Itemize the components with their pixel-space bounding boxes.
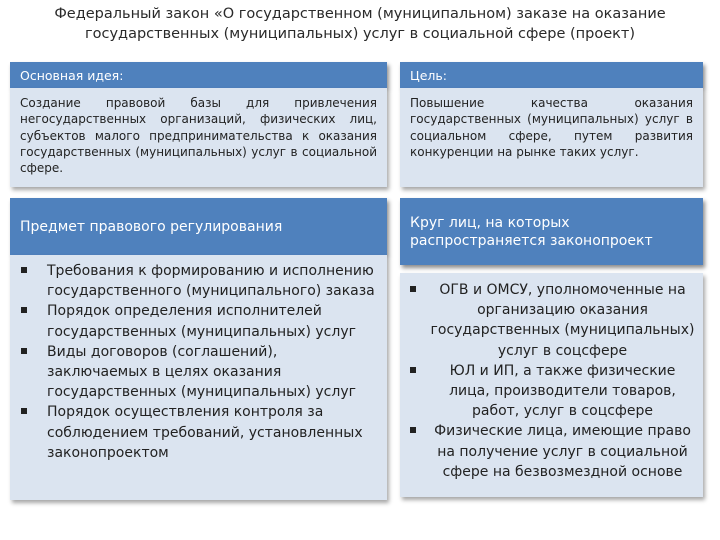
- scope-item: ОГВ и ОМСУ, уполномоченные на организацию оказания государственных (муниципальных) услуг в соцсфере: [408, 280, 695, 361]
- goal-header: Цель:: [400, 62, 703, 88]
- scope-item: ЮЛ и ИП, а также физические лица, производители товаров, работ, услуг в соцсфере: [408, 361, 695, 422]
- subject-list: [20, 261, 377, 463]
- scope-list: [408, 280, 695, 482]
- scope-header: Круг лиц, на которых распространяется законопроект: [400, 198, 703, 265]
- subject-header: Предмет правового регулирования: [10, 198, 387, 255]
- scope-item: Физические лица, имеющие право на получение услуг в социальной сфере на безвозмездной основе: [408, 421, 695, 482]
- subject-item: Виды договоров (соглашений), заключаемых в целях оказания государственных (муниципальных) услуг: [20, 342, 377, 403]
- subject-list-panel: [10, 255, 387, 500]
- main-idea-header: Основная идея:: [10, 62, 387, 88]
- subject-item: Порядок осуществления контроля за соблюдением требований, установленных законопроектом: [20, 402, 377, 463]
- subject-item: Порядок определения исполнителей государственных (муниципальных) услуг: [20, 301, 377, 341]
- scope-list-panel: [400, 273, 703, 497]
- subject-item: Требования к формированию и исполнению государственного (муниципального) заказа: [20, 261, 377, 301]
- goal-text: Повышение качества оказания государственных (муниципальных) услуг в социальном сфере, путем развития конкуренции на рынке таких услуг.: [400, 88, 703, 187]
- main-idea-text: Создание правовой базы для привлечения негосударственных организаций, физических лиц, субъектов малого предпринимательства к оказания государственных (муниципальных) услуг в социальной сфере.: [10, 88, 387, 187]
- page-title: Федеральный закон «О государственном (муниципальном) заказе на оказание государственных (муниципальных) услуг в социальной сфере (проект): [54, 6, 666, 42]
